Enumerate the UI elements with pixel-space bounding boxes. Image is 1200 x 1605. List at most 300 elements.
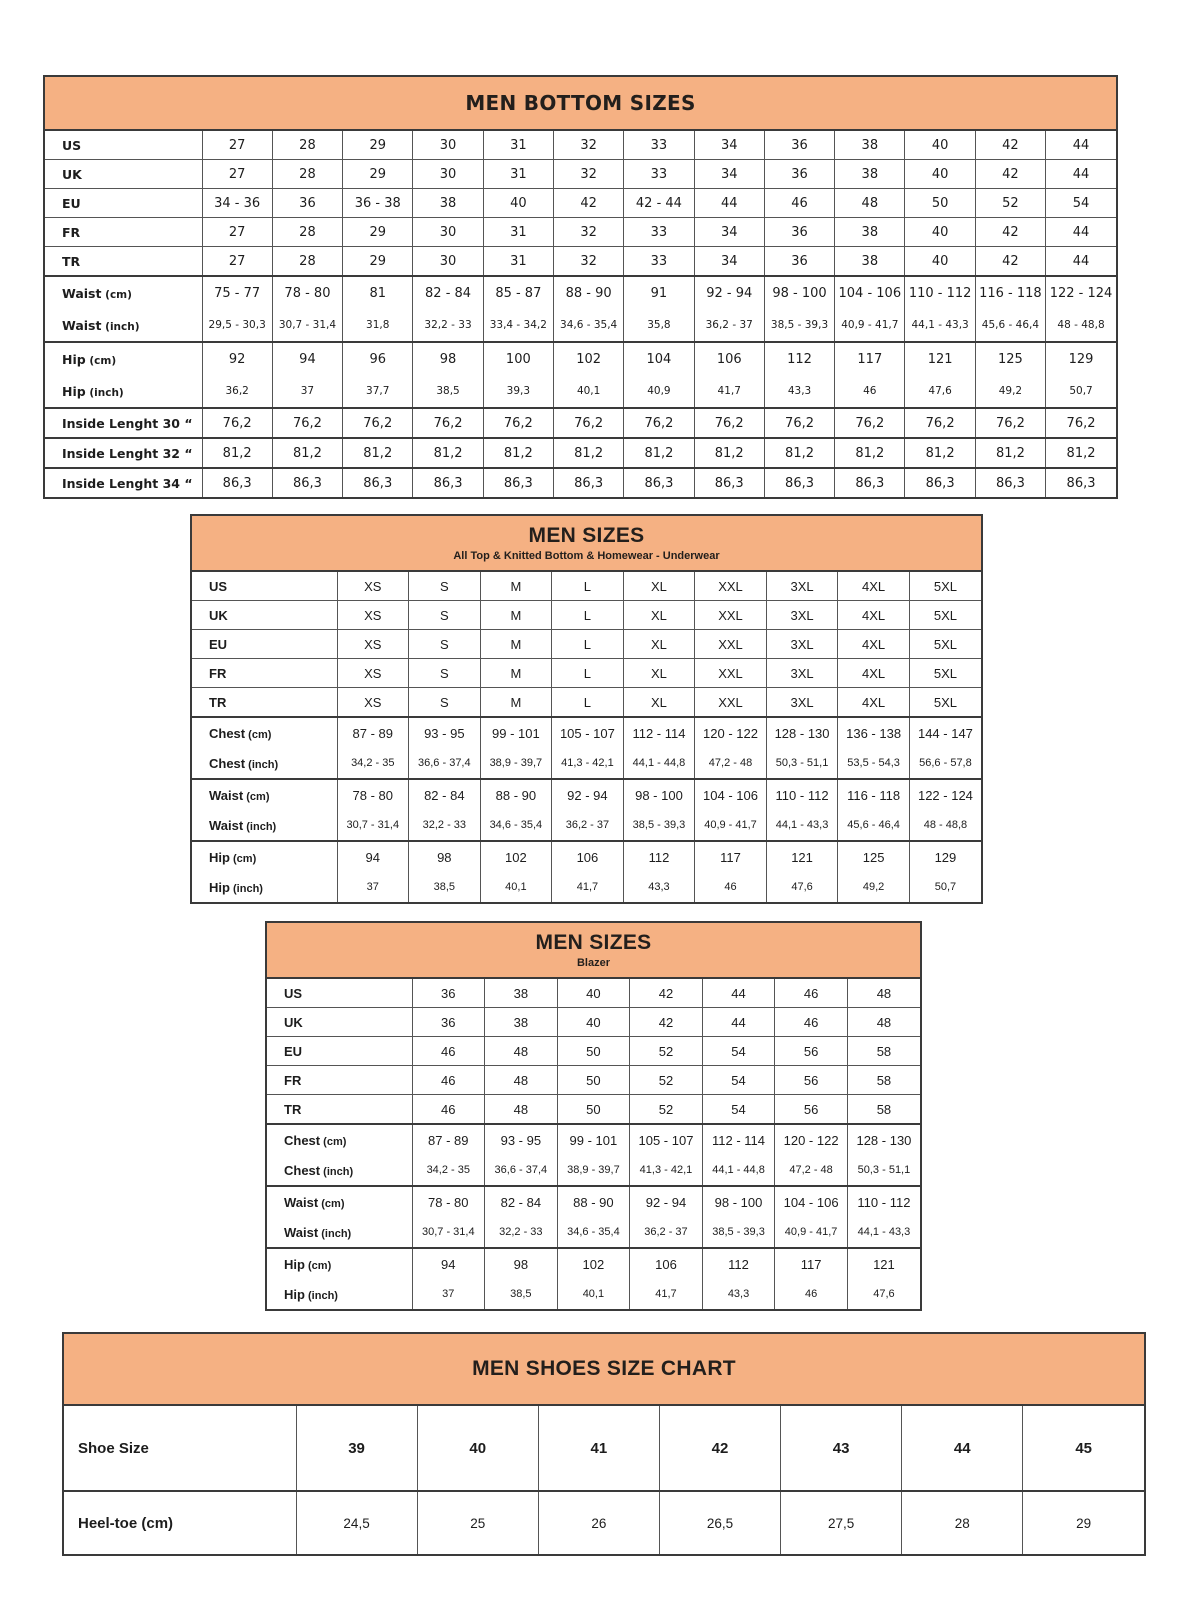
table-cell: 81,2: [272, 438, 342, 468]
table-cell: 40: [905, 160, 975, 189]
table-cell: 41: [538, 1406, 659, 1491]
table-cell: 82 - 84: [485, 1186, 558, 1217]
table-cell: 78 - 80: [337, 779, 409, 810]
table-cell: 40: [483, 189, 553, 218]
table-row: [45, 189, 1116, 218]
table-cell: 47,6: [766, 872, 838, 902]
table-cell: 86,3: [483, 468, 553, 497]
table-cell: 32,2 - 33: [485, 1217, 558, 1248]
table-cell: 36,6 - 37,4: [409, 748, 481, 779]
table-cell: 128 - 130: [766, 717, 838, 748]
table-cell: 105 - 107: [552, 717, 624, 748]
table-cell: 40: [905, 131, 975, 160]
table-cell: 82 - 84: [413, 276, 483, 309]
table-cell: 128 - 130: [847, 1124, 920, 1155]
men-sizes-top-grid: [192, 572, 981, 902]
table-cell: 81,2: [764, 438, 834, 468]
table-cell: 81,2: [413, 438, 483, 468]
table-cell: 81,2: [975, 438, 1045, 468]
table-cell: 40: [905, 218, 975, 247]
table-cell: 32,2 - 33: [413, 309, 483, 342]
row-label: FR: [267, 1066, 412, 1095]
table-cell: 34: [694, 131, 764, 160]
table-cell: 46: [412, 1037, 485, 1066]
table-cell: 44: [1046, 131, 1116, 160]
table-cell: 38,5 - 39,3: [764, 309, 834, 342]
table-cell: 53,5 - 54,3: [838, 748, 910, 779]
table-cell: 44,1 - 44,8: [623, 748, 695, 779]
table-cell: 38: [835, 160, 905, 189]
table-cell: XL: [623, 630, 695, 659]
table-cell: 76,2: [413, 408, 483, 438]
table-row: [267, 1155, 920, 1186]
table-cell: 98 - 100: [623, 779, 695, 810]
table-row: [45, 342, 1116, 375]
men-shoes-size-chart-header: [64, 1334, 1144, 1406]
table-row: [267, 1217, 920, 1248]
table-row: [192, 688, 981, 718]
table-subtitle: Blazer: [576, 957, 611, 969]
table-cell: 81,2: [483, 438, 553, 468]
men-sizes-top-header: [192, 516, 981, 572]
men-sizes-blazer-header: [267, 923, 920, 979]
table-cell: 48: [847, 1008, 920, 1037]
table-cell: M: [480, 659, 552, 688]
table-cell: 120 - 122: [775, 1124, 848, 1155]
table-cell: 99 - 101: [557, 1124, 630, 1155]
table-cell: 41,7: [630, 1279, 703, 1309]
row-label: Waist (inch): [284, 1224, 352, 1240]
men-bottom-sizes-grid: [45, 131, 1116, 497]
table-cell: 76,2: [835, 408, 905, 438]
table-cell: 87 - 89: [337, 717, 409, 748]
table-cell: 25: [417, 1491, 538, 1554]
table-cell: 41,3 - 42,1: [552, 748, 624, 779]
table-cell: 44: [702, 1008, 775, 1037]
table-cell: 36 - 38: [343, 189, 413, 218]
table-cell: 31: [483, 131, 553, 160]
row-label: EU: [267, 1037, 412, 1066]
row-label: US: [209, 578, 228, 594]
table-cell: 56: [775, 1066, 848, 1095]
table-cell: XXL: [695, 601, 767, 630]
table-cell: 122 - 124: [1046, 276, 1116, 309]
table-cell: 27,5: [781, 1491, 902, 1554]
row-label: Chest (cm): [267, 1124, 412, 1155]
row-label: Chest (cm): [192, 717, 337, 748]
row-label: Waist (cm): [267, 1186, 412, 1217]
table-row: [267, 1124, 920, 1155]
table-cell: 43,3: [623, 872, 695, 902]
table-row: [45, 247, 1116, 277]
table-cell: 36: [764, 247, 834, 277]
table-cell: 117: [835, 342, 905, 375]
table-cell: 56,6 - 57,8: [909, 748, 981, 779]
table-cell: 34: [694, 160, 764, 189]
table-row: [192, 872, 981, 902]
table-cell: XL: [623, 572, 695, 601]
table-cell: 44,1 - 43,3: [905, 309, 975, 342]
men-shoes-size-chart-table: [62, 1332, 1146, 1556]
table-cell: 38,5: [413, 375, 483, 408]
table-cell: 98: [485, 1248, 558, 1279]
table-row: [267, 1066, 920, 1095]
table-cell: 98 - 100: [764, 276, 834, 309]
table-cell: M: [480, 688, 552, 718]
table-cell: 32: [553, 160, 623, 189]
table-cell: 3XL: [766, 572, 838, 601]
table-row: [45, 438, 1116, 468]
table-cell: L: [552, 572, 624, 601]
table-cell: 76,2: [624, 408, 694, 438]
table-cell: 94: [272, 342, 342, 375]
table-cell: 34,2 - 35: [337, 748, 409, 779]
table-cell: 112: [764, 342, 834, 375]
table-cell: 40: [557, 979, 630, 1008]
table-cell: 88 - 90: [553, 276, 623, 309]
table-cell: 93 - 95: [409, 717, 481, 748]
table-cell: 106: [630, 1248, 703, 1279]
table-cell: 76,2: [553, 408, 623, 438]
table-cell: 86,3: [272, 468, 342, 497]
table-cell: 82 - 84: [409, 779, 481, 810]
table-cell: 91: [624, 276, 694, 309]
table-cell: 30,7 - 31,4: [337, 810, 409, 841]
table-row: [267, 1186, 920, 1217]
row-label: Waist (cm): [45, 276, 202, 309]
table-cell: 36,2 - 37: [630, 1217, 703, 1248]
table-cell: 37: [337, 872, 409, 902]
men-sizes-blazer-table: [265, 921, 922, 1311]
table-cell: 76,2: [764, 408, 834, 438]
table-cell: 35,8: [624, 309, 694, 342]
table-cell: 5XL: [909, 572, 981, 601]
table-cell: 94: [337, 841, 409, 872]
table-cell: 81,2: [905, 438, 975, 468]
table-cell: 76,2: [905, 408, 975, 438]
row-label: Hip (cm): [192, 841, 337, 872]
table-cell: 43,3: [702, 1279, 775, 1309]
table-cell: 38: [413, 189, 483, 218]
table-cell: 76,2: [343, 408, 413, 438]
table-cell: 102: [557, 1248, 630, 1279]
table-cell: 42: [553, 189, 623, 218]
table-cell: 36: [764, 218, 834, 247]
table-cell: 58: [847, 1095, 920, 1125]
table-title: MEN SIZES: [535, 931, 652, 954]
table-cell: 28: [272, 160, 342, 189]
table-cell: XS: [337, 572, 409, 601]
table-cell: 32: [553, 247, 623, 277]
table-cell: 81,2: [343, 438, 413, 468]
table-cell: 47,2 - 48: [775, 1155, 848, 1186]
table-cell: 47,2 - 48: [695, 748, 767, 779]
table-cell: 121: [905, 342, 975, 375]
table-cell: 36: [412, 979, 485, 1008]
table-cell: 42: [659, 1406, 780, 1491]
table-cell: 81: [343, 276, 413, 309]
table-cell: 117: [695, 841, 767, 872]
table-cell: 106: [552, 841, 624, 872]
table-cell: 116 - 118: [975, 276, 1045, 309]
table-cell: 92: [202, 342, 272, 375]
table-row: [192, 717, 981, 748]
table-cell: 40,9 - 41,7: [835, 309, 905, 342]
table-cell: 40,1: [557, 1279, 630, 1309]
table-row: [192, 601, 981, 630]
table-cell: XXL: [695, 659, 767, 688]
table-cell: 42: [975, 131, 1045, 160]
table-cell: 121: [766, 841, 838, 872]
table-cell: 86,3: [835, 468, 905, 497]
table-cell: XS: [337, 688, 409, 718]
table-cell: M: [480, 601, 552, 630]
table-cell: 38,9 - 39,7: [480, 748, 552, 779]
row-label: Heel-toe (cm): [64, 1491, 296, 1554]
table-cell: 42: [975, 218, 1045, 247]
table-cell: XL: [623, 659, 695, 688]
table-cell: 3XL: [766, 688, 838, 718]
row-label: EU: [192, 630, 337, 659]
table-cell: 40: [417, 1406, 538, 1491]
table-cell: 38,5: [485, 1279, 558, 1309]
table-cell: S: [409, 688, 481, 718]
table-cell: 41,7: [552, 872, 624, 902]
table-cell: 48: [485, 1066, 558, 1095]
table-cell: 29: [343, 218, 413, 247]
table-cell: 94: [412, 1248, 485, 1279]
table-cell: 104 - 106: [835, 276, 905, 309]
table-cell: 112 - 114: [623, 717, 695, 748]
table-cell: 36,2: [202, 375, 272, 408]
table-cell: 129: [909, 841, 981, 872]
table-cell: 27: [202, 160, 272, 189]
table-cell: 99 - 101: [480, 717, 552, 748]
table-cell: 31: [483, 160, 553, 189]
table-cell: 27: [202, 131, 272, 160]
table-cell: 52: [975, 189, 1045, 218]
table-cell: 31: [483, 218, 553, 247]
table-cell: 30,7 - 31,4: [412, 1217, 485, 1248]
row-label: Chest (inch): [284, 1162, 354, 1178]
table-cell: 56: [775, 1095, 848, 1125]
table-cell: 29,5 - 30,3: [202, 309, 272, 342]
table-cell: 34: [694, 247, 764, 277]
row-label: TR: [267, 1095, 412, 1125]
table-cell: 48: [835, 189, 905, 218]
men-sizes-blazer-grid: [267, 979, 920, 1309]
table-cell: 116 - 118: [838, 779, 910, 810]
table-cell: 50: [905, 189, 975, 218]
table-cell: 44,1 - 43,3: [766, 810, 838, 841]
table-cell: 76,2: [202, 408, 272, 438]
table-cell: 3XL: [766, 630, 838, 659]
table-title: MEN BOTTOM SIZES: [465, 91, 696, 115]
table-cell: 39,3: [483, 375, 553, 408]
row-label: US: [62, 137, 82, 153]
table-row: [267, 1037, 920, 1066]
table-row: [192, 630, 981, 659]
table-cell: 42: [975, 247, 1045, 277]
table-cell: 54: [702, 1095, 775, 1125]
table-row: [45, 468, 1116, 497]
table-row: [192, 659, 981, 688]
table-cell: 46: [412, 1066, 485, 1095]
table-cell: 36,2 - 37: [694, 309, 764, 342]
table-row: [192, 810, 981, 841]
table-cell: 110 - 112: [766, 779, 838, 810]
table-row: [45, 160, 1116, 189]
table-cell: 38: [835, 247, 905, 277]
table-cell: 28: [272, 247, 342, 277]
table-row: [267, 1248, 920, 1279]
table-cell: 50,3 - 51,1: [766, 748, 838, 779]
table-cell: 36: [764, 131, 834, 160]
table-cell: 78 - 80: [412, 1186, 485, 1217]
table-cell: 28: [902, 1491, 1023, 1554]
row-label: Hip (inch): [284, 1286, 338, 1302]
table-cell: 3XL: [766, 601, 838, 630]
table-cell: 33: [624, 247, 694, 277]
table-cell: 44: [702, 979, 775, 1008]
table-cell: 32: [553, 218, 623, 247]
table-cell: 86,3: [202, 468, 272, 497]
table-cell: 38: [835, 131, 905, 160]
table-cell: 5XL: [909, 659, 981, 688]
table-cell: 30: [413, 131, 483, 160]
table-cell: 33: [624, 218, 694, 247]
table-cell: 125: [838, 841, 910, 872]
table-title: MEN SIZES: [528, 524, 645, 547]
row-label: Hip (cm): [267, 1248, 412, 1279]
table-cell: 34: [694, 218, 764, 247]
table-cell: 48: [847, 979, 920, 1008]
row-label: Hip (inch): [62, 383, 124, 399]
table-cell: 121: [847, 1248, 920, 1279]
table-subtitle: All Top & Knitted Bottom & Homewear - Underwear: [453, 550, 720, 562]
table-cell: 4XL: [838, 659, 910, 688]
table-cell: 42: [630, 1008, 703, 1037]
row-label: FR: [45, 218, 202, 247]
table-cell: 30: [413, 218, 483, 247]
table-cell: 104 - 106: [695, 779, 767, 810]
table-cell: 52: [630, 1037, 703, 1066]
table-cell: 106: [694, 342, 764, 375]
table-cell: XL: [623, 601, 695, 630]
table-cell: 49,2: [975, 375, 1045, 408]
table-cell: 46: [775, 979, 848, 1008]
table-cell: 81,2: [835, 438, 905, 468]
table-cell: 5XL: [909, 601, 981, 630]
table-cell: 50,3 - 51,1: [847, 1155, 920, 1186]
table-cell: 88 - 90: [557, 1186, 630, 1217]
table-cell: 32: [553, 131, 623, 160]
table-cell: 92 - 94: [694, 276, 764, 309]
table-row: [45, 131, 1116, 160]
table-cell: 30,7 - 31,4: [272, 309, 342, 342]
table-cell: 81,2: [202, 438, 272, 468]
table-cell: 98: [413, 342, 483, 375]
table-cell: 76,2: [975, 408, 1045, 438]
table-cell: 29: [343, 160, 413, 189]
table-cell: L: [552, 659, 624, 688]
table-cell: 29: [1023, 1491, 1144, 1554]
table-cell: 50: [557, 1037, 630, 1066]
table-row: [267, 979, 920, 1008]
table-cell: 120 - 122: [695, 717, 767, 748]
table-cell: 46: [775, 1279, 848, 1309]
table-cell: 48: [485, 1037, 558, 1066]
table-cell: XXL: [695, 688, 767, 718]
row-label: UK: [45, 160, 202, 189]
table-cell: 87 - 89: [412, 1124, 485, 1155]
table-cell: 58: [847, 1037, 920, 1066]
table-row: [192, 748, 981, 779]
table-cell: 50: [557, 1066, 630, 1095]
table-cell: 86,3: [694, 468, 764, 497]
table-cell: 44,1 - 44,8: [702, 1155, 775, 1186]
table-row: [45, 309, 1116, 342]
table-row: [267, 1095, 920, 1125]
table-cell: 52: [630, 1066, 703, 1095]
table-cell: 4XL: [838, 630, 910, 659]
table-cell: 5XL: [909, 630, 981, 659]
table-cell: 48: [485, 1095, 558, 1125]
table-cell: XS: [337, 601, 409, 630]
table-cell: 40: [905, 247, 975, 277]
table-cell: 26,5: [659, 1491, 780, 1554]
table-cell: M: [480, 572, 552, 601]
table-cell: 31,8: [343, 309, 413, 342]
table-row: [45, 408, 1116, 438]
table-cell: 110 - 112: [847, 1186, 920, 1217]
table-cell: XS: [337, 659, 409, 688]
row-label: UK: [267, 1008, 412, 1037]
table-row: [267, 1008, 920, 1037]
table-cell: 81,2: [553, 438, 623, 468]
table-row: [64, 1406, 1144, 1491]
table-cell: 46: [775, 1008, 848, 1037]
table-cell: 44,1 - 43,3: [847, 1217, 920, 1248]
table-row: [45, 218, 1116, 247]
table-cell: 86,3: [764, 468, 834, 497]
table-cell: 54: [1046, 189, 1116, 218]
row-label: Hip (cm): [45, 342, 202, 375]
row-label: FR: [192, 659, 337, 688]
table-cell: 85 - 87: [483, 276, 553, 309]
table-cell: 86,3: [975, 468, 1045, 497]
table-cell: 34,2 - 35: [412, 1155, 485, 1186]
table-cell: 40,9 - 41,7: [695, 810, 767, 841]
table-cell: 47,6: [905, 375, 975, 408]
table-cell: 50: [557, 1095, 630, 1125]
table-cell: 46: [835, 375, 905, 408]
table-cell: 4XL: [838, 688, 910, 718]
table-cell: 104: [624, 342, 694, 375]
table-cell: 125: [975, 342, 1045, 375]
table-cell: 28: [272, 131, 342, 160]
table-row: [45, 375, 1116, 408]
table-cell: 54: [702, 1066, 775, 1095]
table-cell: 81,2: [694, 438, 764, 468]
table-cell: 50,7: [1046, 375, 1116, 408]
table-cell: 36: [272, 189, 342, 218]
table-cell: 96: [343, 342, 413, 375]
table-cell: L: [552, 688, 624, 718]
table-cell: 144 - 147: [909, 717, 981, 748]
table-cell: 43: [781, 1406, 902, 1491]
men-bottom-sizes-table: [43, 75, 1118, 499]
